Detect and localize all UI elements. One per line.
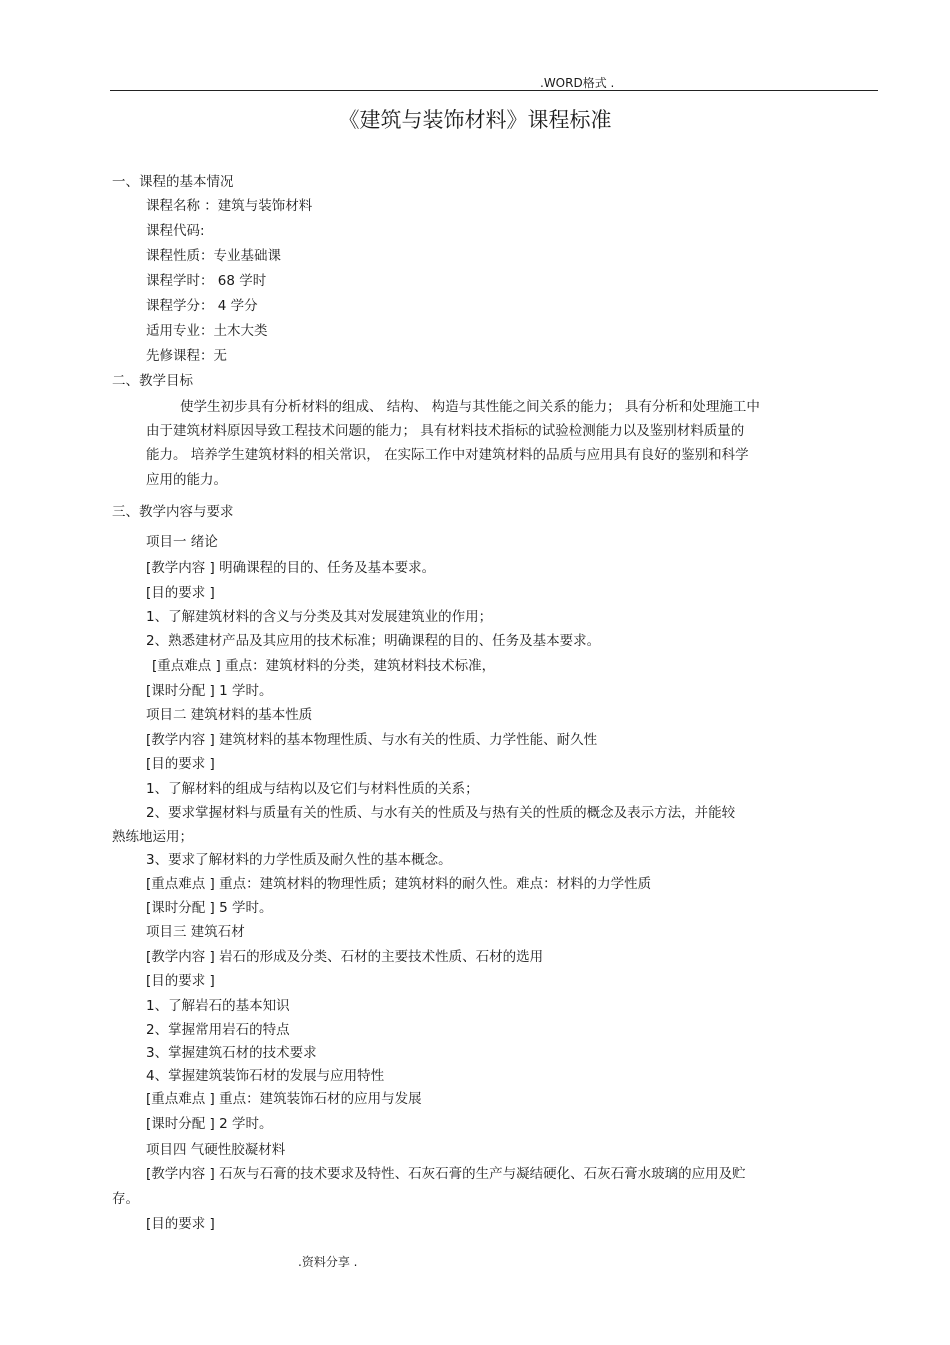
project-req-item: 3、要求了解材料的力学性质及耐久性的基本概念。 bbox=[146, 852, 452, 868]
project-req-item: 2、掌握常用岩石的特点 bbox=[146, 1022, 290, 1038]
course-name: 课程名称 ：建筑与装饰材料 bbox=[146, 198, 313, 214]
project-hours: [课时分配 ] 2 学时。 bbox=[146, 1116, 273, 1132]
goal-text: 能力。 培养学生建筑材料的相关常识， 在实际工作中对建筑材料的品质与应用具有良好的鉴别和科学 bbox=[146, 447, 749, 463]
header-rule bbox=[110, 90, 878, 91]
project-req-label: [目的要求 ] bbox=[146, 756, 215, 772]
goal-text: 使学生初步具有分析材料的组成、 结构、 构造与其性能之间关系的能力； 具有分析和处理施工中 bbox=[180, 399, 760, 415]
project-title: 项目一 绪论 bbox=[146, 534, 218, 550]
project-req-item: 1、了解岩石的基本知识 bbox=[146, 998, 290, 1014]
project-req-item: 1、了解材料的组成与结构以及它们与材料性质的关系； bbox=[146, 781, 479, 797]
project-content: [教学内容 ] 石灰与石膏的技术要求及特性、石灰石膏的生产与凝结硬化、石灰石膏水玻璃的应用及贮 bbox=[146, 1166, 746, 1182]
project-req-item: 4、掌握建筑装饰石材的发展与应用特性 bbox=[146, 1068, 385, 1084]
project-hours: [课时分配 ] 1 学时。 bbox=[146, 683, 273, 699]
project-title: 项目三 建筑石材 bbox=[146, 924, 245, 940]
project-content: [教学内容 ] 建筑材料的基本物理性质、与水有关的性质、力学性能、耐久性 bbox=[146, 732, 598, 748]
project-req-item: 2、熟悉建材产品及其应用的技术标准；明确课程的目的、任务及基本要求。 bbox=[146, 633, 601, 649]
goal-text: 由于建筑材料原因导致工程技术问题的能力； 具有材料技术指标的试验检测能力以及鉴别材料质量的 bbox=[146, 423, 745, 439]
course-major: 适用专业：土木大类 bbox=[146, 323, 268, 339]
goal-text: 应用的能力。 bbox=[146, 472, 227, 488]
project-req-label: [目的要求 ] bbox=[146, 973, 215, 989]
project-title: 项目二 建筑材料的基本性质 bbox=[146, 707, 313, 723]
course-nature: 课程性质：专业基础课 bbox=[146, 248, 281, 264]
course-hours: 课程学时： 68 学时 bbox=[146, 273, 267, 289]
page-title: 《建筑与装饰材料》课程标准 bbox=[338, 108, 612, 132]
project-req-item: 1、了解建筑材料的含义与分类及其对发展建筑业的作用； bbox=[146, 609, 493, 625]
project-req-label: [目的要求 ] bbox=[146, 585, 215, 601]
project-content: [教学内容 ] 明确课程的目的、任务及基本要求。 bbox=[146, 560, 436, 576]
course-code: 课程代码: bbox=[146, 223, 205, 239]
project-title: 项目四 气硬性胶凝材料 bbox=[146, 1142, 286, 1158]
page-footer: .资料分享 . bbox=[298, 1255, 358, 1269]
section-heading: 一、课程的基本情况 bbox=[112, 174, 234, 190]
project-key-points: [重点难点 ] 重点：建筑装饰石材的应用与发展 bbox=[146, 1091, 422, 1107]
project-content: 存。 bbox=[112, 1191, 139, 1207]
page-header: .WORD格式 . bbox=[540, 76, 615, 90]
section-heading: 二、教学目标 bbox=[112, 373, 193, 389]
project-req-item: 3、掌握建筑石材的技术要求 bbox=[146, 1045, 317, 1061]
project-req-item: 熟练地运用； bbox=[112, 829, 193, 845]
section-heading: 三、教学内容与要求 bbox=[112, 504, 234, 520]
project-req-label: [目的要求 ] bbox=[146, 1216, 215, 1232]
project-key-points: [重点难点 ] 重点：建筑材料的分类，建筑材料技术标准， bbox=[152, 658, 496, 674]
project-content: [教学内容 ] 岩石的形成及分类、石材的主要技术性质、石材的选用 bbox=[146, 949, 544, 965]
project-req-item: 2、要求掌握材料与质量有关的性质、与水有关的性质及与热有关的性质的概念及表示方法，并能较 bbox=[146, 805, 736, 821]
course-credits: 课程学分： 4 学分 bbox=[146, 298, 258, 314]
project-hours: [课时分配 ] 5 学时。 bbox=[146, 900, 273, 916]
project-key-points: [重点难点 ] 重点：建筑材料的物理性质；建筑材料的耐久性。难点：材料的力学性质 bbox=[146, 876, 652, 892]
course-prereq: 先修课程：无 bbox=[146, 348, 227, 364]
